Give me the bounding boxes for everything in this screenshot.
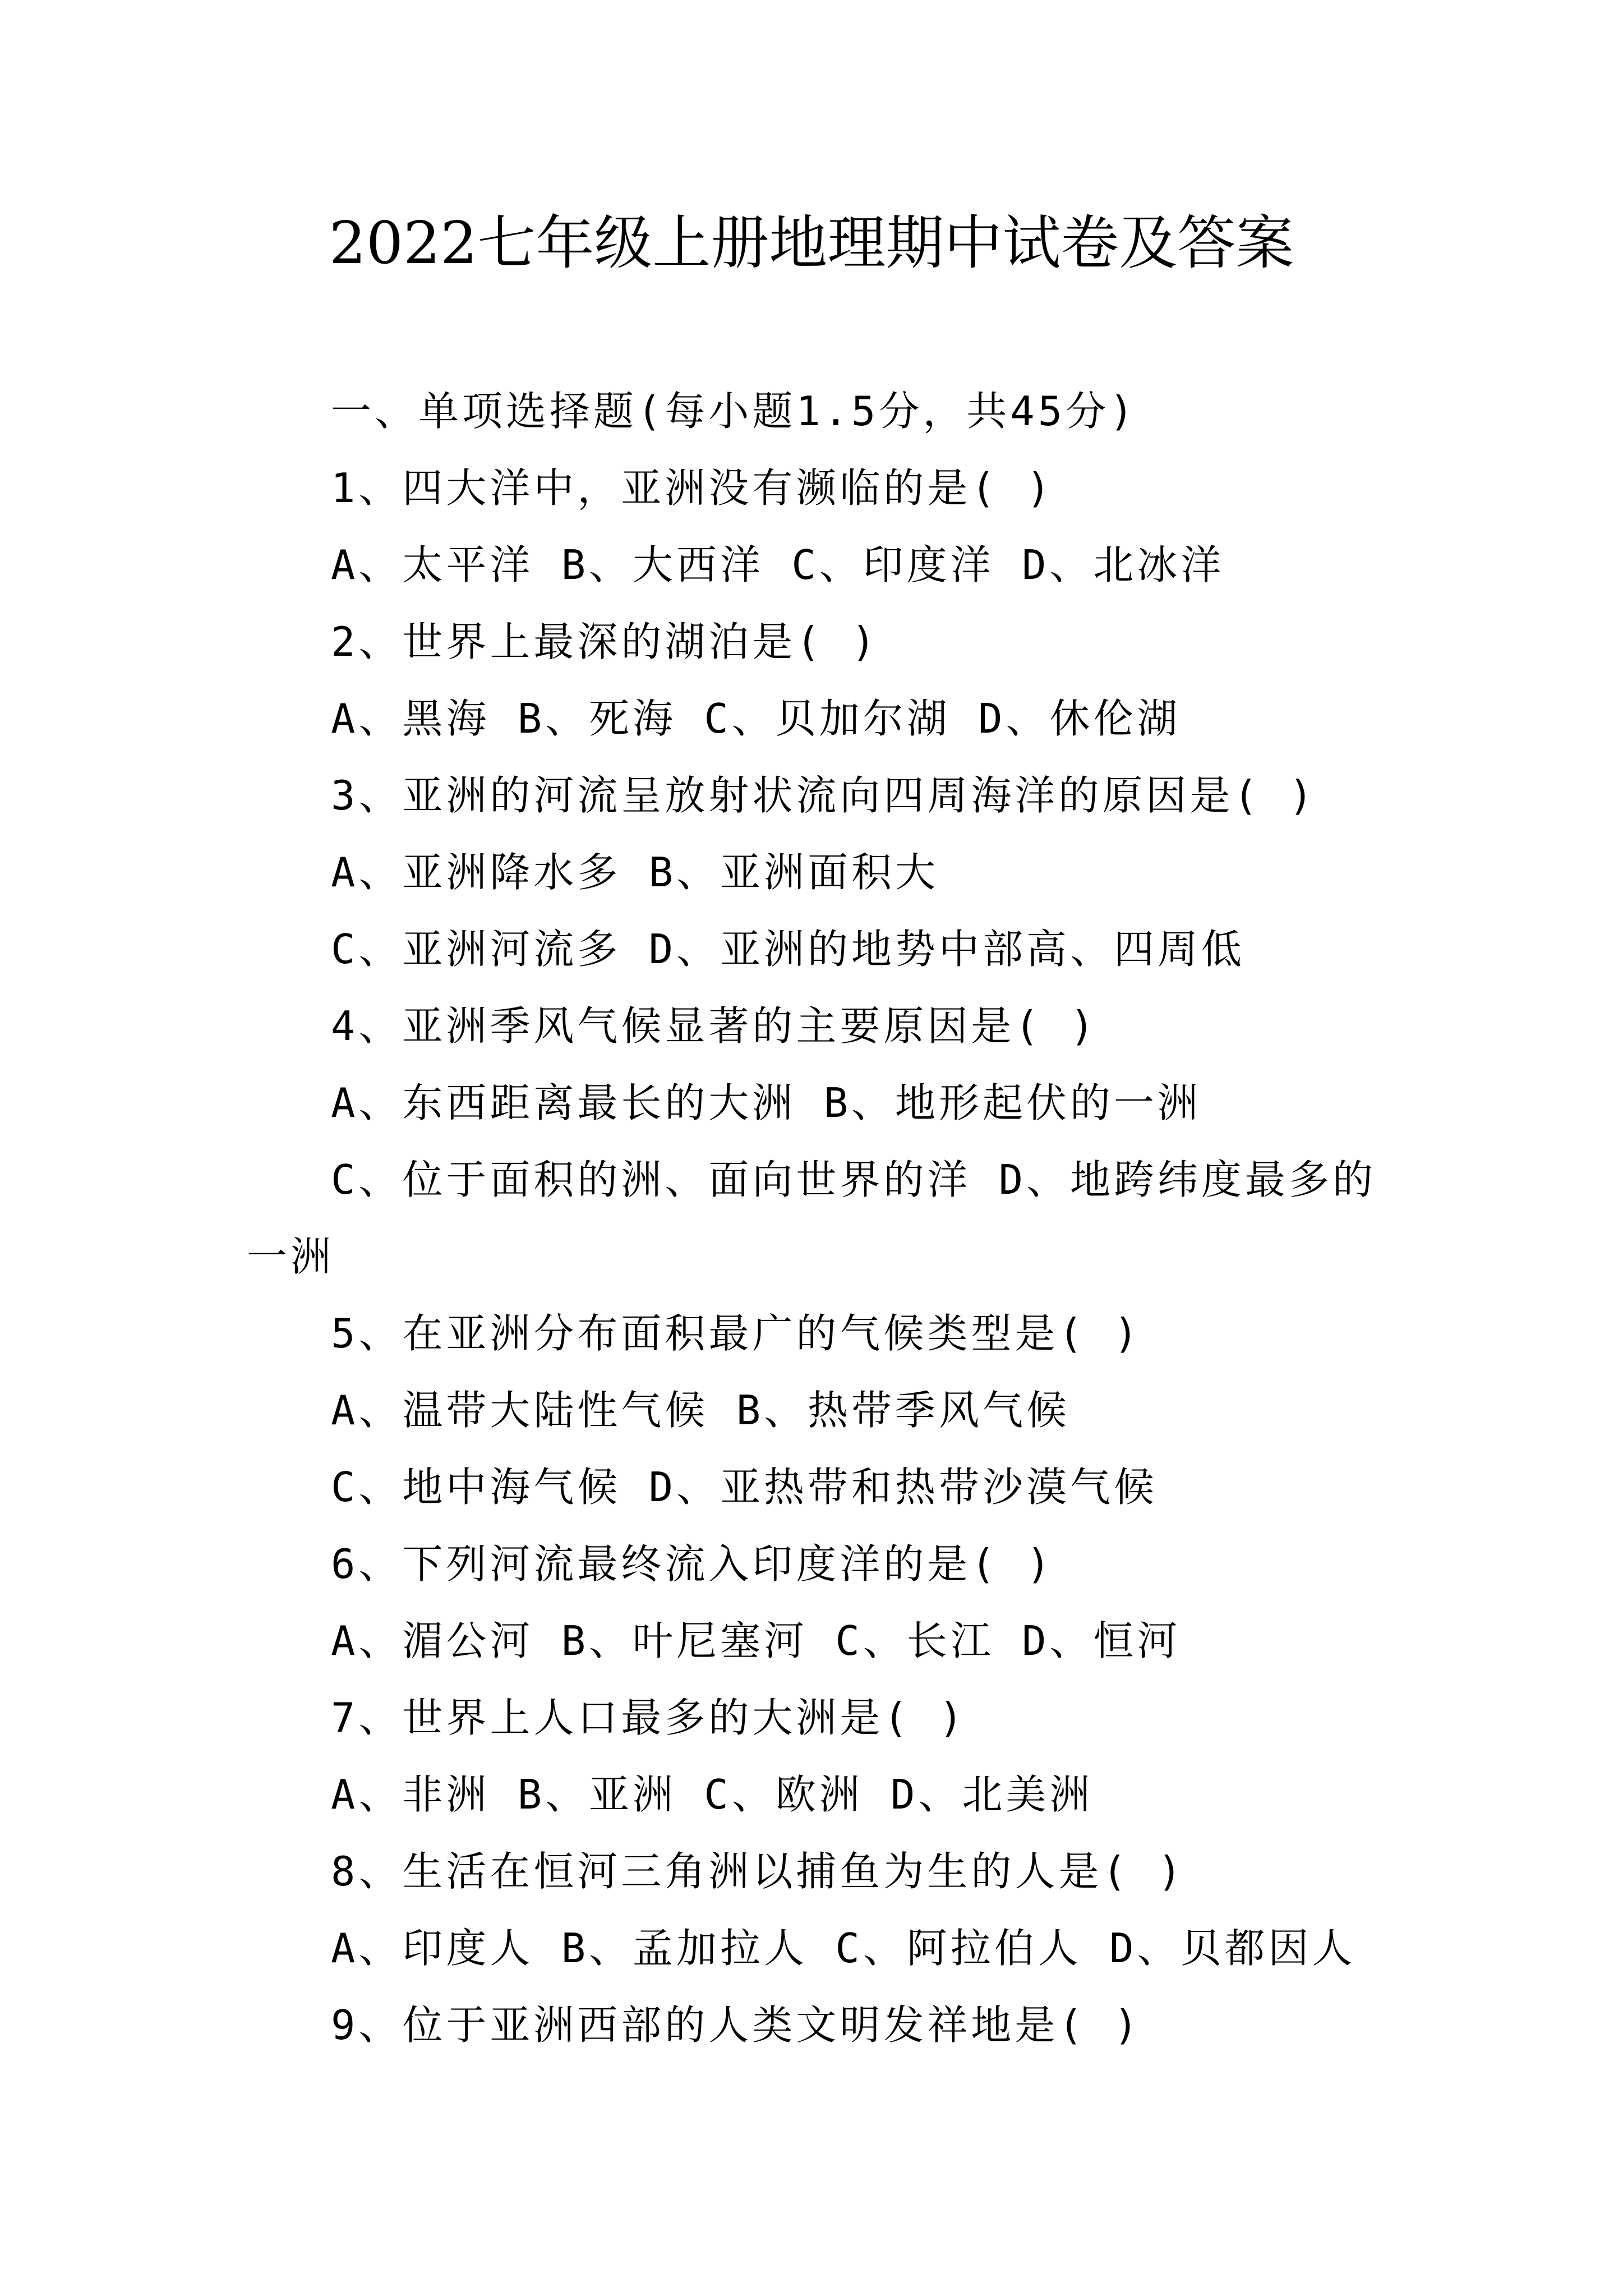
question-6-options: A、湄公河 B、叶尼塞河 C、长江 D、恒河 [331, 1617, 1181, 1664]
document-title: 2022七年级上册地理期中试卷及答案 [329, 209, 1294, 277]
question-1: 1、四大洋中，亚洲没有濒临的是( ) [331, 464, 1054, 512]
question-3: 3、亚洲的河流呈放射状流向四周海洋的原因是( ) [331, 772, 1317, 819]
question-5-options-ab: A、温带大陆性气候 B、热带季风气候 [331, 1387, 1071, 1434]
question-3-options-cd: C、亚洲河流多 D、亚洲的地势中部高、四周低 [331, 926, 1246, 973]
question-6: 6、下列河流最终流入印度洋的是( ) [331, 1540, 1054, 1588]
section-heading: 一、单项选择题(每小题1.5分，共45分) [331, 388, 1137, 435]
question-list [247, 373, 1385, 2064]
question-4: 4、亚洲季风气候显著的主要原因是( ) [331, 1002, 1098, 1050]
question-7-options: A、非洲 B、亚洲 C、欧洲 D、北美洲 [331, 1771, 1094, 1818]
question-4-options-cd: C、位于面积的洲、面向世界的洋 D、地跨纬度最多的 [331, 1156, 1377, 1203]
question-3-options-ab: A、亚洲降水多 B、亚洲面积大 [331, 849, 939, 896]
question-7: 7、世界上人口最多的大洲是( ) [331, 1694, 967, 1741]
question-9: 9、位于亚洲西部的人类文明发祥地是( ) [331, 2001, 1142, 2049]
question-1-options: A、太平洋 B、大西洋 C、印度洋 D、北冰洋 [331, 541, 1225, 588]
question-4-options-cd-continued: 一洲 [247, 1233, 335, 1280]
question-2-options: A、黑海 B、死海 C、贝加尔湖 D、休伦湖 [331, 695, 1181, 742]
question-5: 5、在亚洲分布面积最广的气候类型是( ) [331, 1310, 1142, 1357]
question-8: 8、生活在恒河三角洲以捕鱼为生的人是( ) [331, 1848, 1186, 1895]
question-2: 2、世界上最深的湖泊是( ) [331, 618, 879, 665]
question-8-options: A、印度人 B、孟加拉人 C、阿拉伯人 D、贝都因人 [331, 1925, 1356, 1972]
question-5-options-cd: C、地中海气候 D、亚热带和热带沙漠气候 [331, 1464, 1158, 1511]
question-4-options-ab: A、东西距离最长的大洲 B、地形起伏的一洲 [331, 1079, 1202, 1126]
